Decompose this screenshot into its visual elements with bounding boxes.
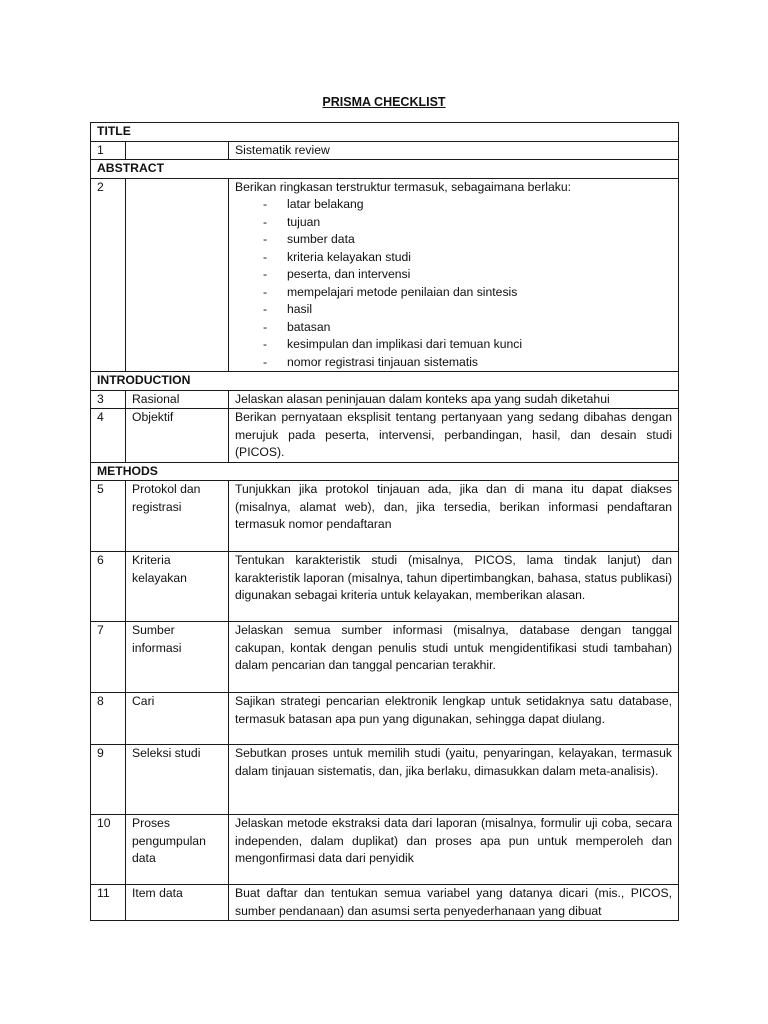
list-item: - peserta, dan intervensi (263, 266, 672, 284)
item-number: 2 (91, 178, 126, 372)
item-description: Berikan pernyataan eksplisit tentang pertanyaan yang sedang dibahas dengan merujuk pada peserta, intervensi, perbandingan, hasil, dan desain studi (PICOS). (229, 409, 679, 463)
prisma-checklist-table (90, 122, 679, 921)
list-item: - latar belakang (263, 196, 672, 214)
item-description (229, 178, 679, 372)
item-number: 7 (91, 622, 126, 693)
item-topic (126, 141, 229, 160)
table-row (91, 745, 679, 815)
item-number: 8 (91, 693, 126, 745)
list-item: - sumber data (263, 231, 672, 249)
item-topic: Rasional (126, 390, 229, 409)
table-row (91, 141, 679, 160)
item-topic: Kriteria kelayakan (126, 552, 229, 622)
table-row (91, 552, 679, 622)
item-topic: Objektif (126, 409, 229, 463)
item-description: Sistematik review (229, 141, 679, 160)
table-row (91, 885, 679, 921)
abstract-intro: Berikan ringkasan terstruktur termasuk, sebagaimana berlaku: (235, 179, 571, 194)
item-number: 6 (91, 552, 126, 622)
item-description: Jelaskan semua sumber informasi (misalnya, database dengan tanggal cakupan, kontak dengan penulis studi untuk mengidentifikasi studi tambahan) dalam pencarian dan tanggal pencarian terakhir. (229, 622, 679, 693)
list-item: - hasil (263, 301, 672, 319)
item-number: 9 (91, 745, 126, 815)
section-title (91, 123, 679, 142)
item-topic: Item data (126, 885, 229, 921)
table-row (91, 481, 679, 552)
item-number: 10 (91, 815, 126, 885)
item-number: 4 (91, 409, 126, 463)
item-description: Tentukan karakteristik studi (misalnya, PICOS, lama tindak lanjut) dan karakteristik laporan (misalnya, tahun dipertimbangkan, bahasa, status publikasi) digunakan sebagai kriteria untuk kelayakan, memberikan alasan. (229, 552, 679, 622)
table-row (91, 622, 679, 693)
abstract-list (235, 196, 672, 371)
item-description: Sebutkan proses untuk memilih studi (yaitu, penyaringan, kelayakan, termasuk dalam tinjauan sistematis, dan, jika berlaku, dimasukkan dalam meta-analisis). (229, 745, 679, 815)
list-item: - batasan (263, 319, 672, 337)
item-topic: Sumber informasi (126, 622, 229, 693)
list-item: - kesimpulan dan implikasi dari temuan kunci (263, 336, 672, 354)
section-label: TITLE (91, 123, 679, 142)
item-topic (126, 178, 229, 372)
section-label: METHODS (91, 462, 679, 481)
item-description: Tunjukkan jika protokol tinjauan ada, jika dan di mana itu dapat diakses (misalnya, alamat web), dan, jika tersedia, berikan informasi pendaftaran termasuk nomor pendaftaran (229, 481, 679, 552)
table-row (91, 815, 679, 885)
item-topic: Protokol dan registrasi (126, 481, 229, 552)
item-number: 1 (91, 141, 126, 160)
page-title: PRISMA CHECKLIST (322, 95, 446, 109)
section-abstract (91, 160, 679, 179)
item-number: 5 (91, 481, 126, 552)
list-item: - tujuan (263, 214, 672, 232)
list-item: - kriteria kelayakan studi (263, 249, 672, 267)
section-label: ABSTRACT (91, 160, 679, 179)
section-methods (91, 462, 679, 481)
table-row (91, 693, 679, 745)
item-description: Jelaskan metode ekstraksi data dari laporan (misalnya, formulir uji coba, secara independen, dalam duplikat) dan proses apa pun untuk memperoleh dan mengonfirmasi data dari penyidik (229, 815, 679, 885)
item-description: Jelaskan alasan peninjauan dalam konteks apa yang sudah diketahui (229, 390, 679, 409)
item-number: 3 (91, 390, 126, 409)
table-row (91, 409, 679, 463)
section-label: INTRODUCTION (91, 372, 679, 391)
list-item: - mempelajari metode penilaian dan sintesis (263, 284, 672, 302)
item-description: Sajikan strategi pencarian elektronik lengkap untuk setidaknya satu database, termasuk batasan apa pun yang digunakan, sehingga dapat diulang. (229, 693, 679, 745)
section-introduction (91, 372, 679, 391)
item-topic: Proses pengumpulan data (126, 815, 229, 885)
item-description: Buat daftar dan tentukan semua variabel yang datanya dicari (mis., PICOS, sumber pendanaan) dan asumsi serta penyederhanaan yang dibuat (229, 885, 679, 921)
list-item: - nomor registrasi tinjauan sistematis (263, 354, 672, 372)
item-topic: Seleksi studi (126, 745, 229, 815)
table-row (91, 178, 679, 372)
item-topic: Cari (126, 693, 229, 745)
item-number: 11 (91, 885, 126, 921)
table-row (91, 390, 679, 409)
